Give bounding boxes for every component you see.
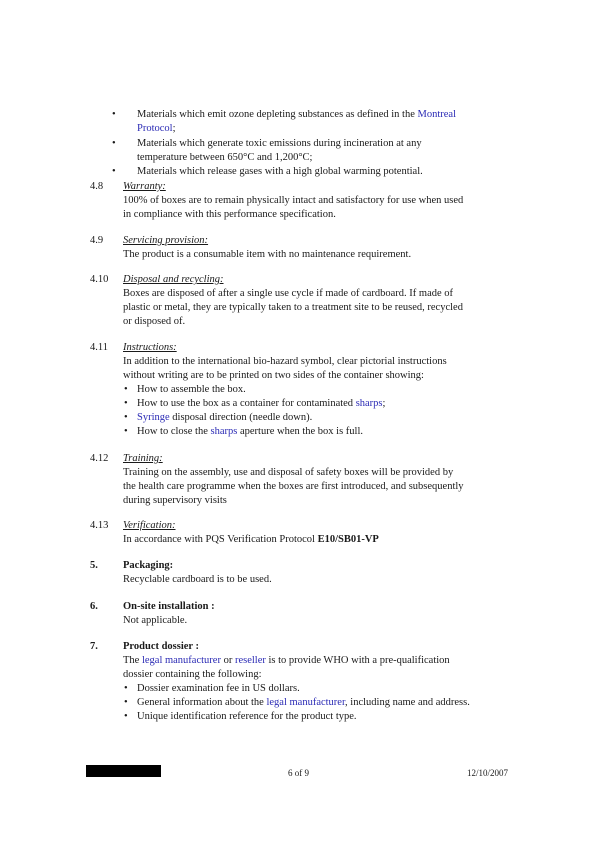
- section-title: Packaging:: [123, 560, 174, 571]
- bullet-dot: •: [124, 398, 128, 409]
- body-line: The legal manufacturer or reseller is to provide WHO with a pre-qualification: [123, 655, 450, 666]
- bullet-dot: •: [124, 711, 128, 722]
- legal-manufacturer-link[interactable]: legal manufacturer: [266, 697, 346, 708]
- bullet-line-cont: Protocol;: [137, 123, 176, 134]
- section-number: 4.13: [90, 520, 109, 531]
- legal-manufacturer-link[interactable]: legal manufacturer: [141, 655, 221, 666]
- bullet-dot: •: [112, 166, 116, 177]
- bullet-line: Syringe disposal direction (needle down).: [137, 412, 313, 423]
- body-line: in compliance with this performance specification.: [123, 209, 336, 220]
- bullet-dot: •: [112, 109, 116, 120]
- bullet-line: Unique identification reference for the product type.: [137, 711, 357, 722]
- bullet-line: How to use the box as a container for contaminated sharps;: [137, 398, 386, 409]
- section-heading: Servicing provision:: [123, 235, 209, 246]
- bullet-line: How to close the sharps aperture when the box is full.: [137, 426, 364, 437]
- body-line: In addition to the international bio-hazard symbol, clear pictorial instructions: [123, 356, 447, 367]
- redacted-block: [86, 765, 161, 777]
- body-line: without writing are to be printed on two sides of the container showing:: [123, 370, 424, 381]
- body-line: 100% of boxes are to remain physically intact and satisfactory for use when used: [123, 195, 464, 206]
- section-number: 4.9: [90, 235, 104, 246]
- bullet-dot: •: [124, 384, 128, 395]
- body-line: Boxes are disposed of after a single use cycle if made of cardboard. If made of: [123, 288, 454, 299]
- montreal-link[interactable]: Montreal: [417, 109, 457, 120]
- body-line: In accordance with PQS Verification Protocol E10/SB01-VP: [123, 534, 379, 545]
- section-heading: Instructions:: [123, 342, 177, 353]
- bullet-line: Materials which generate toxic emissions during incineration at any: [137, 138, 422, 149]
- body-line: plastic or metal, they are typically taken to a treatment site to be reused, recycled: [123, 302, 463, 313]
- sharps-link[interactable]: sharps: [210, 426, 238, 437]
- section-number: 4.8: [90, 181, 104, 192]
- section-heading: Disposal and recycling:: [123, 274, 224, 285]
- reseller-link[interactable]: reseller: [234, 655, 266, 666]
- body-line: Training on the assembly, use and disposal of safety boxes will be provided by: [123, 467, 454, 478]
- protocol-link[interactable]: Protocol: [137, 123, 173, 134]
- section-number: 4.11: [90, 342, 108, 353]
- bullet-dot: •: [124, 697, 128, 708]
- body-line: Recyclable cardboard is to be used.: [123, 574, 272, 585]
- page-number: 6 of 9: [288, 768, 309, 778]
- sharps-link[interactable]: sharps: [355, 398, 383, 409]
- bullet-line: Dossier examination fee in US dollars.: [137, 683, 300, 694]
- bullet-line-cont: temperature between 650°C and 1,200°C;: [137, 152, 313, 163]
- section-title: Product dossier :: [123, 641, 200, 652]
- body-line: dossier containing the following:: [123, 669, 262, 680]
- bullet-dot: •: [124, 683, 128, 694]
- section-number: 7.: [90, 641, 98, 652]
- section-number: 4.10: [90, 274, 109, 285]
- bullet-line: General information about the legal manufacturer, including name and address.: [137, 697, 470, 708]
- section-heading: Warranty:: [123, 181, 166, 192]
- body-line: during supervisory visits: [123, 495, 227, 506]
- bullet-line: Materials which release gases with a high global warming potential.: [137, 166, 423, 177]
- body-line: or disposed of.: [123, 316, 186, 327]
- body-line: Not applicable.: [123, 615, 188, 626]
- bullet-dot: •: [124, 412, 128, 423]
- bullet-dot: •: [112, 138, 116, 149]
- body-line: The product is a consumable item with no maintenance requirement.: [123, 249, 412, 260]
- section-number: 6.: [90, 601, 98, 612]
- bullet-line: How to assemble the box.: [137, 384, 246, 395]
- body-line: the health care programme when the boxes are first introduced, and subsequently: [123, 481, 464, 492]
- section-title: On-site installation :: [123, 601, 215, 612]
- footer-date: 12/10/2007: [467, 768, 509, 778]
- bullet-line: Materials which emit ozone depleting substances as defined in the Montreal: [137, 109, 457, 120]
- syringe-link[interactable]: Syringe: [137, 412, 170, 423]
- bullet-dot: •: [124, 426, 128, 437]
- section-number: 4.12: [90, 453, 109, 464]
- section-heading: Verification:: [123, 520, 176, 531]
- section-number: 5.: [90, 560, 98, 571]
- section-heading: Training:: [123, 453, 163, 464]
